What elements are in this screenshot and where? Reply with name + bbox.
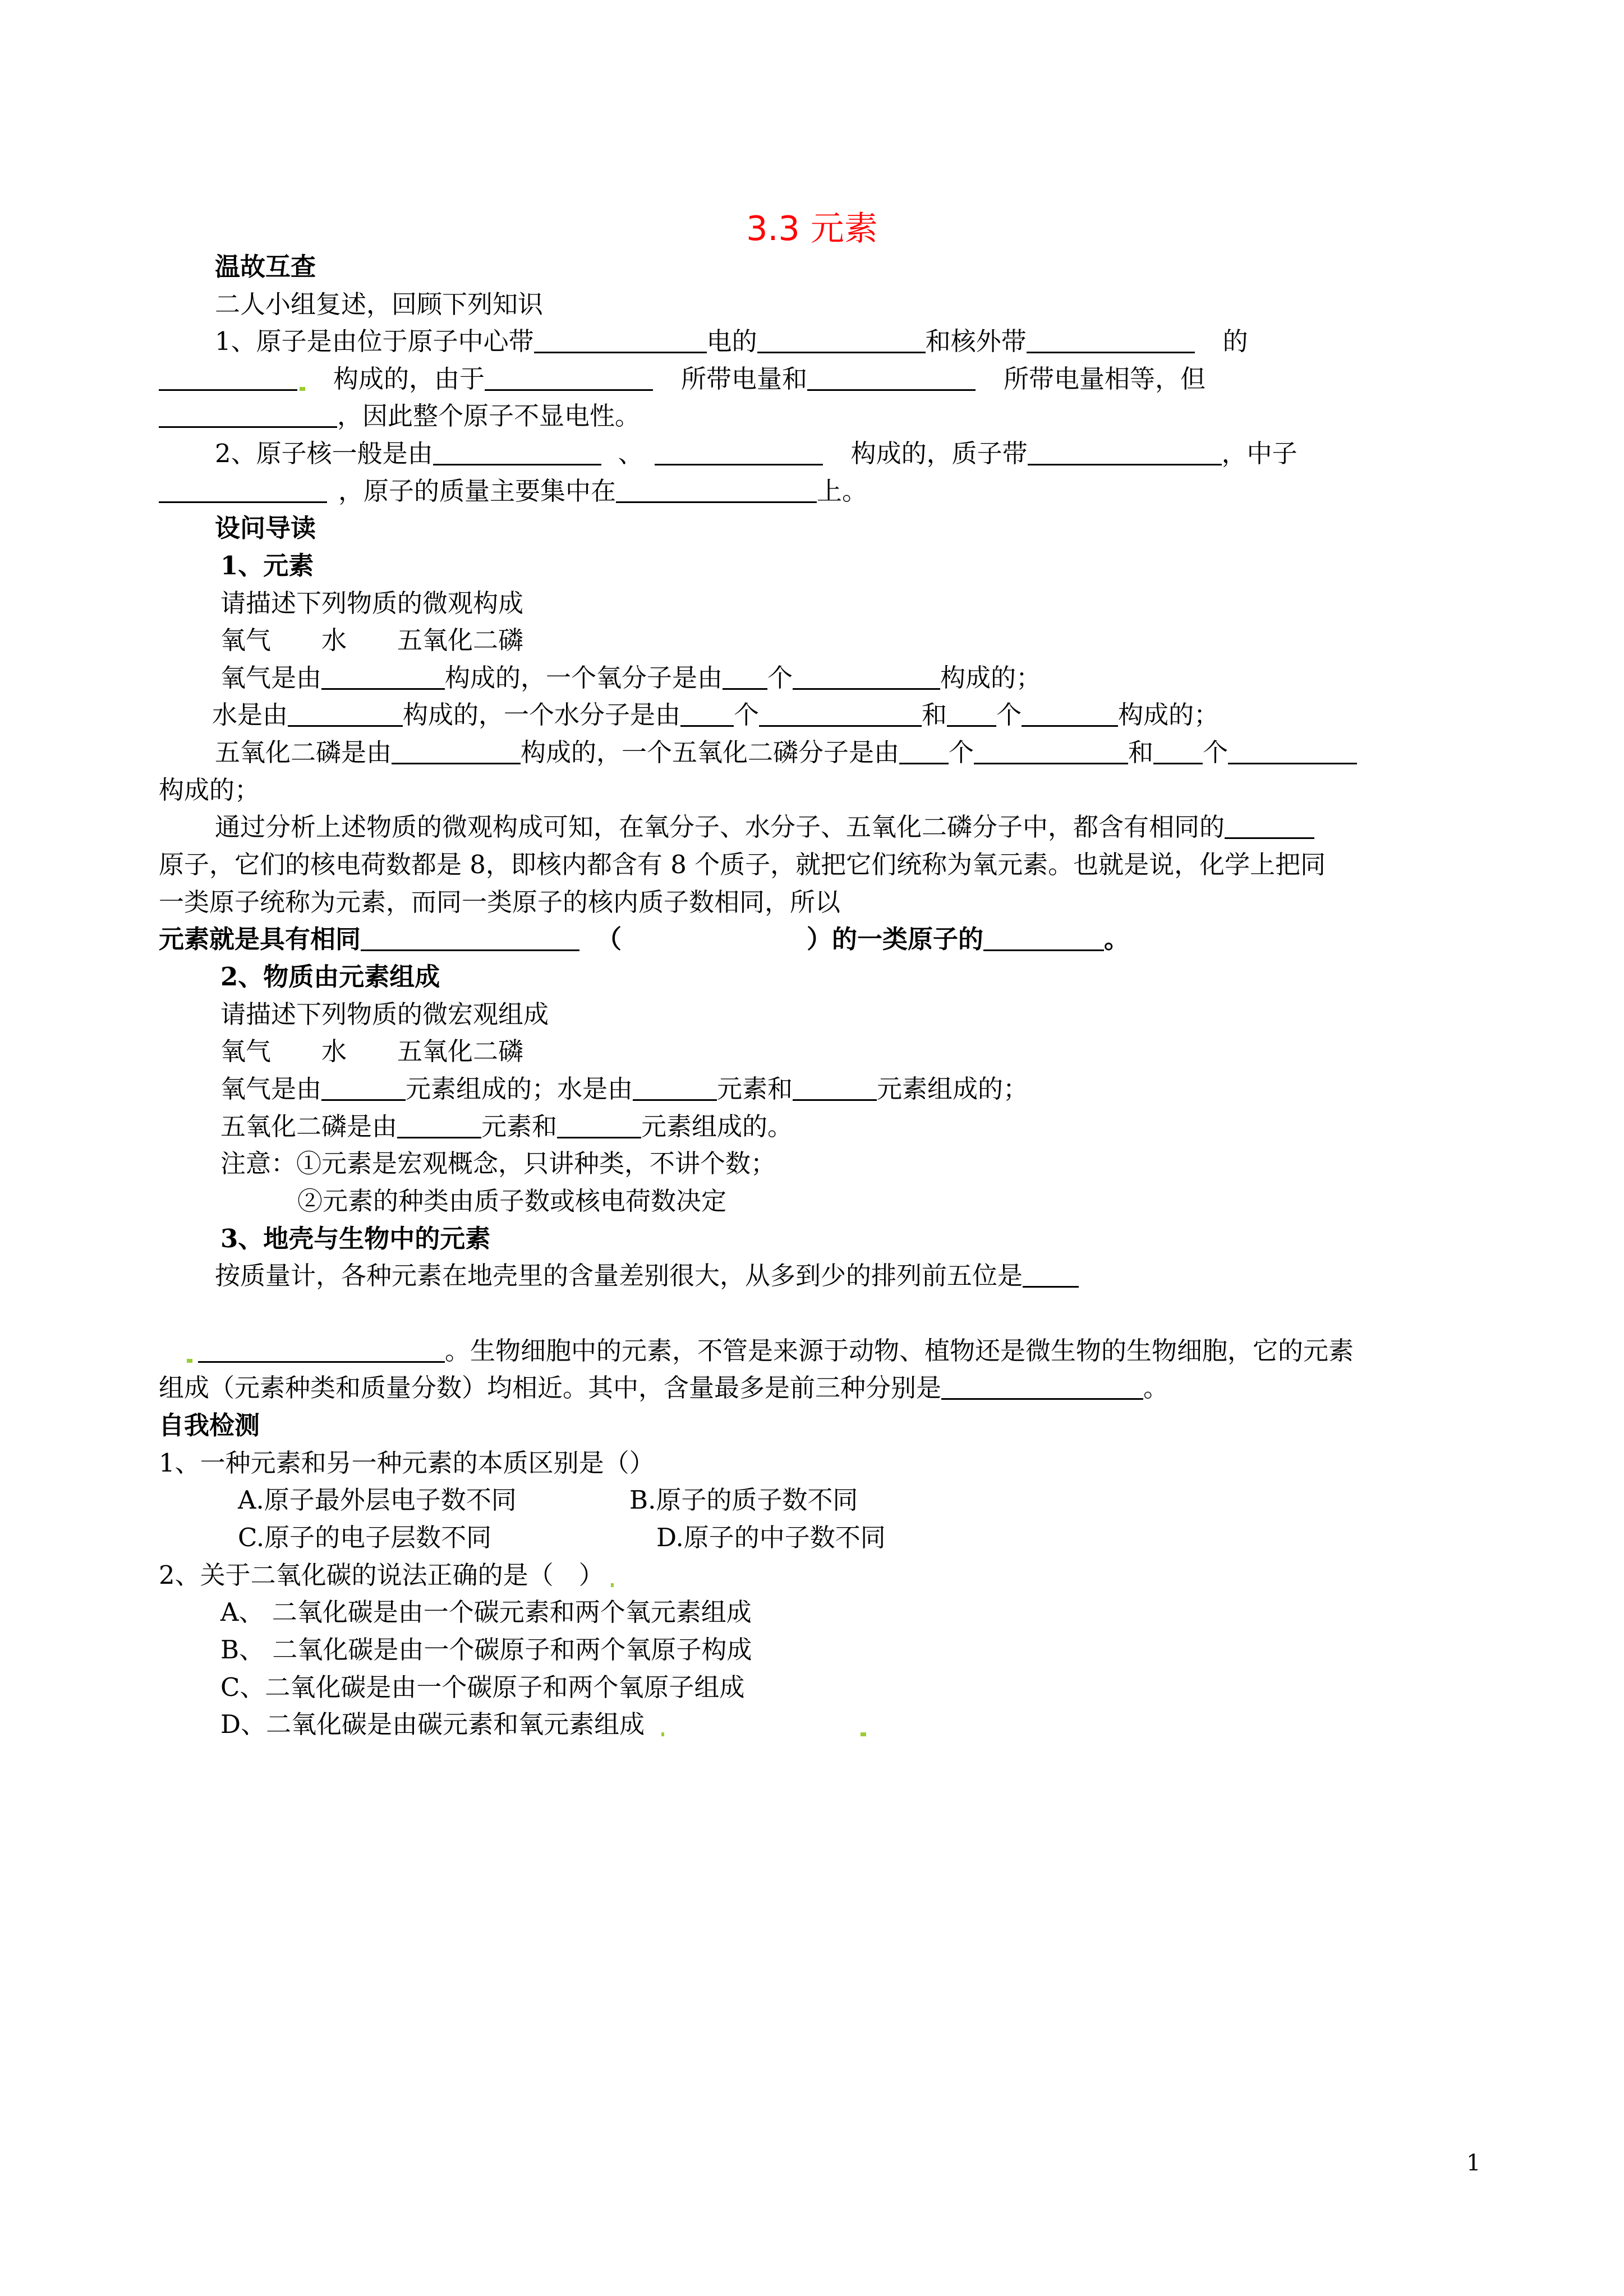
text-segment: 2、关于二氧化碳的说法正确的是（ ） [159,1560,604,1590]
blank [485,367,653,391]
guide-heading-crust: 3、地壳与生物中的元素 [220,1224,491,1253]
selftest-q1-option-a: A.原子最外层电子数不同 [238,1485,517,1515]
section-heading-guide: 设问导读 [215,513,316,543]
blank [680,703,734,727]
text-segment: 构成的，由于 [333,364,485,394]
text-segment: 氧气是由 [220,1074,322,1104]
blank [557,1114,641,1138]
blank [361,927,579,951]
mark-dot [300,387,305,391]
text-segment: 和核外带 [925,326,1027,356]
text-segment: 构成的； [940,663,1042,693]
text-segment: D、二氧化碳是由碳元素和氧元素组成 [220,1709,645,1739]
text-segment: 按质量计，各种元素在地壳里的含量差别很大，从多到少的排列前五位是 [215,1261,1023,1290]
section-heading-review: 温故互查 [215,252,316,282]
blank [159,367,297,391]
text-segment: 元素组成的； [877,1074,1029,1104]
text-segment: ，中子 [1221,439,1298,468]
text-segment: （ [596,924,622,954]
blank [633,1077,717,1101]
text-segment: 构成的； [1118,700,1220,730]
blank [159,404,337,428]
text-segment: 五氧化二磷是由 [215,737,392,767]
blank [321,666,445,690]
page-number: 1 [1466,2150,1481,2176]
text-segment: 个 [996,700,1022,730]
text-segment: 和 [1128,737,1154,767]
blank [807,367,976,391]
review-intro: 二人小组复述，回顾下列知识 [215,289,544,319]
guide-paragraph-line2: 原子，它们的核电荷数都是 8，即核内都含有 8 个质子，就把它们统称为氧元素。也就是说，化学上把同 [159,850,1326,879]
mark-dot [611,1583,614,1587]
blank [941,1376,1143,1400]
blank [397,1114,481,1138]
selftest-q2-option-b: B、 二氧化碳是由一个碳原子和两个氧原子构成 [220,1635,752,1665]
text-segment: 元素组成的。 [641,1112,793,1141]
text-segment: 。 [1104,924,1130,954]
selftest-q2-option-c: C、二氧化碳是由一个碳原子和两个氧原子组成 [220,1672,745,1702]
guide-note-2: ②元素的种类由质子数或核电荷数决定 [297,1186,727,1216]
blank [793,1077,877,1101]
guide-bio-line2 [159,1371,1168,1405]
text-segment: 元素和 [481,1112,558,1141]
guide-water-line [212,698,1219,732]
blank [974,740,1128,764]
blank [288,703,403,727]
text-segment: 构成的，一个五氧化二磷分子是由 [521,737,900,767]
section-heading-selftest: 自我检测 [159,1410,260,1440]
guide-element-line1 [220,1072,1028,1106]
blank [1022,703,1118,727]
text-segment: ，原子的质量主要集中在 [338,476,617,506]
text-segment: 、 [618,439,643,468]
blank [616,479,817,503]
text-segment: 氧气是由 [220,663,322,693]
guide-heading-composition: 2、物质由元素组成 [220,962,440,992]
guide-oxygen-line [220,661,1041,695]
selftest-q1-option-c: C.原子的电子层数不同 [238,1523,492,1552]
text-segment: 。生物细胞中的元素，不管是来源于动物、植物还是微生物的生物细胞，它的元素 [445,1336,1354,1366]
text-segment: 五氧化二磷是由 [220,1112,398,1141]
review-q1-line3 [159,399,640,434]
mark-dot [861,1732,866,1736]
blank [793,666,940,690]
blank [198,1339,445,1363]
blank [1228,740,1357,764]
guide-desc-micro: 请描述下列物质的微观构成 [220,588,524,618]
blank [723,666,767,690]
text-segment: 2、原子核一般是由 [215,439,433,468]
blank [947,703,996,727]
text-segment: 上。 [817,476,868,506]
text-segment: ）的一类原子的 [807,924,984,954]
text-segment: 元素和 [717,1074,793,1104]
text-segment: 1、原子是由位于原子中心带 [215,326,534,356]
guide-heading-elements: 1、元素 [220,551,314,580]
text-segment: 构成的，质子带 [850,439,1028,468]
text-segment: 个 [767,663,793,693]
text-segment: 所带电量相等，但 [1004,364,1206,394]
selftest-q1-option-d: D.原子的中子数不同 [656,1523,886,1552]
text-segment: 构成的，一个氧分子是由 [445,663,723,693]
text-segment: 通过分析上述物质的微观构成可知，在氧分子、水分子、五氧化二磷分子中，都含有相同的 [215,812,1225,842]
guide-substances: 氧气 水 五氧化二磷 [220,625,524,655]
mark-dot [661,1732,664,1736]
text-segment: 水是由 [212,700,288,730]
blank [655,441,823,465]
review-q1-line1 [215,324,1248,359]
selftest-q1: 1、一种元素和另一种元素的本质区别是（） [159,1448,655,1478]
blank [899,740,949,764]
text-segment: 元素就是具有相同 [159,924,361,954]
guide-crust-line [215,1258,1079,1293]
guide-paragraph-line3: 一类原子统称为元素，而同一类原子的核内质子数相同，所以 [159,887,841,917]
text-segment: 个 [949,737,974,767]
blank [1225,815,1314,839]
text-segment: 和 [922,700,947,730]
guide-substances-2: 氧气 水 五氧化二磷 [220,1036,524,1066]
blank [757,329,926,353]
review-q2-line1 [215,436,1298,471]
guide-p2o5-line-end: 构成的； [159,775,260,805]
blank [534,329,707,353]
guide-desc-macro: 请描述下列物质的微宏观组成 [220,999,549,1029]
review-q2-line2 [159,474,867,509]
blank [1028,441,1222,465]
guide-bio-line1 [187,1334,1354,1368]
guide-p2o5-line [215,735,1357,770]
text-segment: 组成（元素种类和质量分数）均相近。其中，含量最多是前三种分别是 [159,1373,942,1403]
text-segment: 。 [1143,1373,1169,1403]
guide-paragraph-line1 [215,810,1314,845]
blank [321,1077,406,1101]
blank [433,441,601,465]
blank [1023,1264,1079,1288]
selftest-q1-option-b: B.原子的质子数不同 [629,1485,858,1515]
text-segment: 所带电量和 [681,364,808,394]
blank [1027,329,1195,353]
element-definition [159,922,1129,957]
text-segment: 个 [1203,737,1229,767]
blank [759,703,922,727]
blank [983,927,1104,951]
selftest-q2-option-a: A、 二氧化碳是由一个碳元素和两个氧元素组成 [220,1597,752,1627]
review-q1-line2 [159,362,1206,397]
text-segment: 的 [1222,326,1248,356]
text-segment: ，因此整个原子不显电性。 [337,401,641,431]
guide-note-1: 注意：①元素是宏观概念，只讲种类，不讲个数； [220,1149,776,1178]
page-title: 3.3 元素 [746,209,878,248]
text-segment: 元素组成的；水是由 [406,1074,633,1104]
blank [159,479,327,503]
text-segment: 构成的，一个水分子是由 [403,700,681,730]
selftest-q2-option-d [220,1707,866,1742]
blank [392,740,521,764]
blank [1153,740,1203,764]
text-segment: 电的 [706,326,757,356]
selftest-q2 [159,1558,614,1593]
guide-element-line2 [220,1109,793,1144]
mark-dot [187,1359,192,1363]
text-segment: 个 [734,700,760,730]
